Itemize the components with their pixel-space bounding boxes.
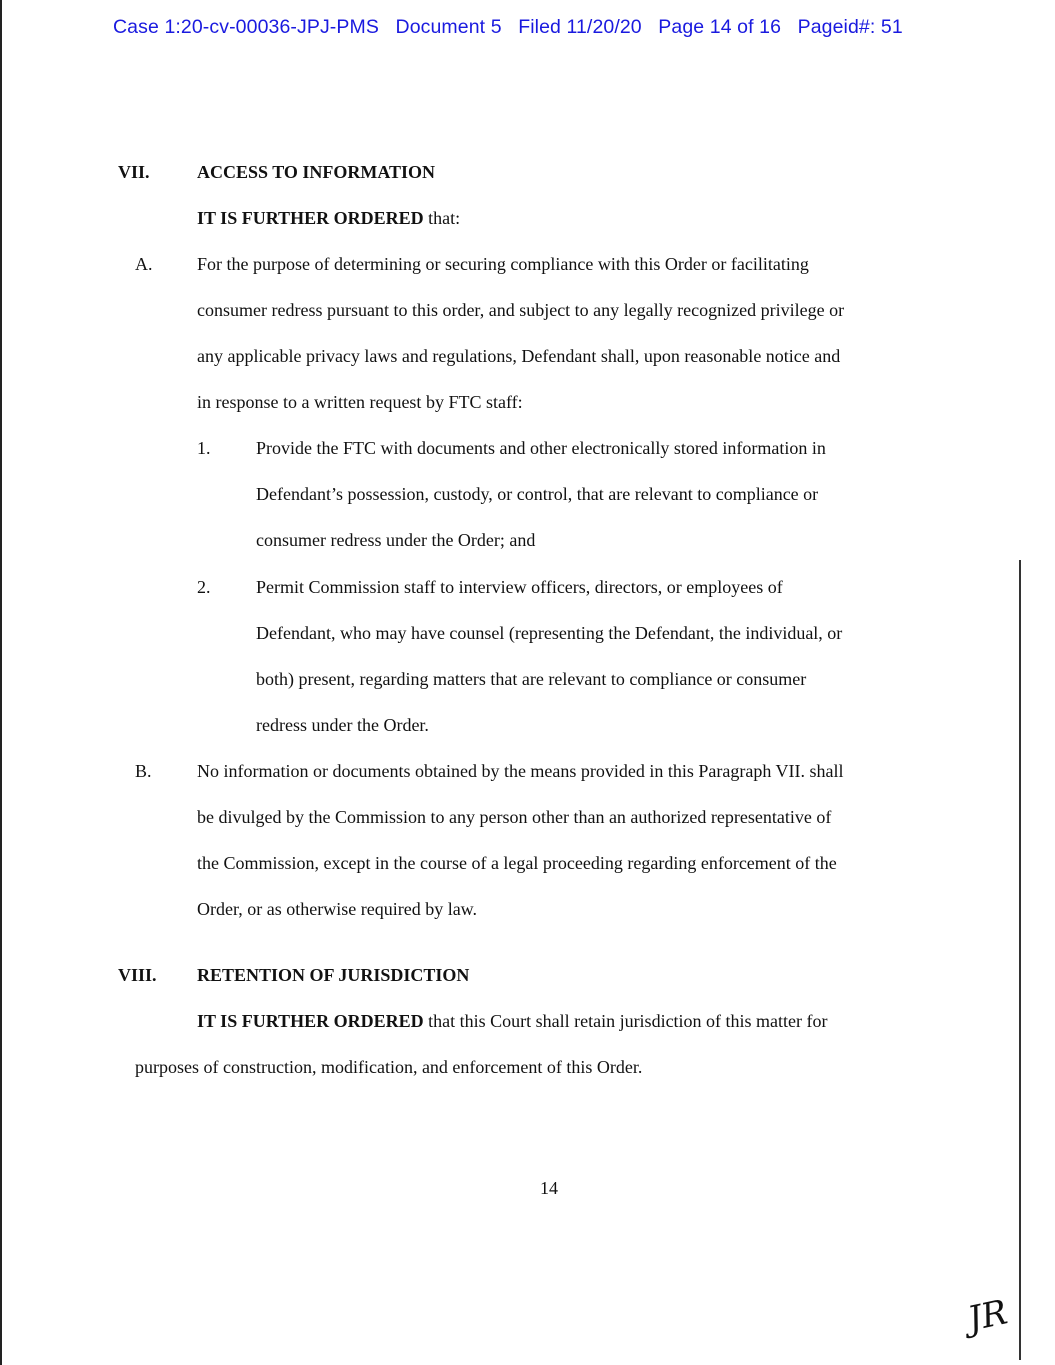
item-2-line: both) present, regarding matters that are relevant to compliance or consumer xyxy=(256,669,807,689)
para-a-line: any applicable privacy laws and regulations, Defendant shall, upon reasonable notice and xyxy=(197,346,841,366)
para-a-line: For the purpose of determining or securing compliance with this Order or facilitating xyxy=(197,254,809,274)
section-8-line xyxy=(197,1010,828,1032)
ordered-phrase: IT IS FURTHER ORDERED xyxy=(197,1011,424,1031)
section-8-title: RETENTION OF JURISDICTION xyxy=(197,965,470,985)
para-b-line: Order, or as otherwise required by law. xyxy=(197,899,478,919)
para-b-line: be divulged by the Commission to any person other than an authorized representative of xyxy=(197,807,832,827)
court-filing-stamp: Case 1:20-cv-00036-JPJ-PMS Document 5 Filed 11/20/20 Page 14 of 16 Pageid#: 51 xyxy=(113,16,903,38)
para-a-marker: A. xyxy=(135,254,153,274)
item-1-marker: 1. xyxy=(197,438,211,458)
section-8-line: purposes of construction, modification, and enforcement of this Order. xyxy=(135,1057,643,1077)
para-a-line: in response to a written request by FTC staff: xyxy=(197,392,523,412)
para-b-marker: B. xyxy=(135,761,152,781)
item-2-line: Defendant, who may have counsel (representing the Defendant, the individual, or xyxy=(256,623,843,643)
item-2-line: Permit Commission staff to interview officers, directors, or employees of xyxy=(256,577,783,597)
item-1-line: consumer redress under the Order; and xyxy=(256,530,536,550)
scan-right-edge xyxy=(1019,560,1021,1360)
line-rest: that this Court shall retain jurisdiction of this matter for xyxy=(423,1011,828,1031)
handwritten-initials: JR xyxy=(964,1292,1011,1340)
ordered-phrase: IT IS FURTHER ORDERED xyxy=(197,208,424,228)
item-2-line: redress under the Order. xyxy=(256,715,429,735)
section-8-numeral: VIII. xyxy=(118,965,157,985)
section-7-numeral: VII. xyxy=(118,162,150,182)
page-number: 14 xyxy=(540,1178,558,1198)
para-b-line: No information or documents obtained by the means provided in this Paragraph VII. shall xyxy=(197,761,844,781)
item-1-line: Provide the FTC with documents and other electronically stored information in xyxy=(256,438,826,458)
scan-left-edge xyxy=(0,0,2,1365)
para-b-line: the Commission, except in the course of a legal proceeding regarding enforcement of the xyxy=(197,853,837,873)
item-2-marker: 2. xyxy=(197,577,211,597)
intro-rest: that: xyxy=(423,208,461,228)
item-1-line: Defendant’s possession, custody, or control, that are relevant to compliance or xyxy=(256,484,819,504)
section-7-intro xyxy=(197,207,460,229)
section-7-title: ACCESS TO INFORMATION xyxy=(197,162,436,182)
para-a-line: consumer redress pursuant to this order, and subject to any legally recognized privilege or xyxy=(197,300,845,320)
